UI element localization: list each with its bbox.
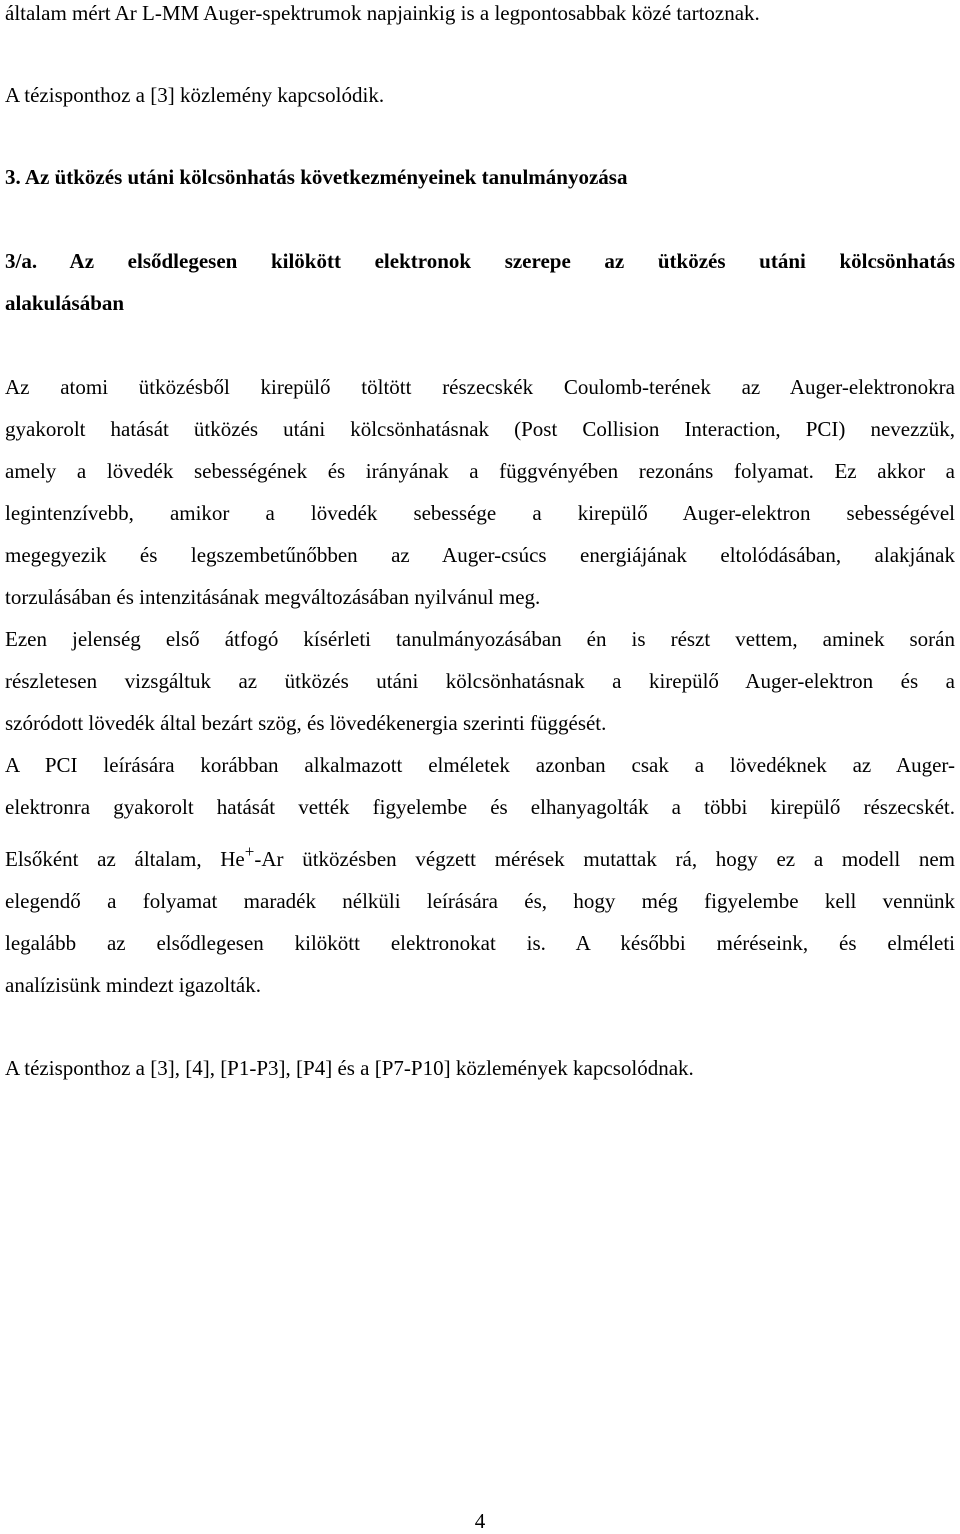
paragraph-line-with-superscript [5, 842, 956, 872]
paragraph-line: Ezen jelenség első átfogó kísérleti tanulmányozásában én is részt vettem, aminek során [5, 627, 955, 651]
paragraph-line: amely a lövedék sebességének és irányának a függvényében rezonáns folyamat. Ez akkor a [5, 459, 955, 483]
subsection-heading-line: 3/a. Az elsődlegesen kilökött elektronok szerepe az ütközés utáni kölcsönhatás [5, 249, 955, 273]
subsection-heading-line: alakulásában [5, 291, 125, 315]
paragraph-line: Az atomi ütközésből kirepülő töltött részecskék Coulomb-terének az Auger-elektronokra [5, 375, 955, 399]
closing-reference-line: A tézisponthoz a [3], [4], [P1-P3], [P4] és a [P7-P10] közlemények kapcsolódnak. [5, 1056, 694, 1080]
text-segment: Elsőként az általam, He [5, 847, 245, 871]
paragraph-line: szóródott lövedék által bezárt szög, és lövedékenergia szerinti függését. [5, 711, 607, 735]
paragraph-line: legintenzívebb, amikor a lövedék sebessége a kirepülő Auger-elektron sebességével [5, 501, 955, 525]
paragraph-line: torzulásában és intenzitásának megváltozásában nyilvánul meg. [5, 585, 541, 609]
paragraph-line: legalább az elsődlegesen kilökött elektronokat is. A későbbi méréseink, és elméleti [5, 931, 955, 955]
paragraph-line: analízisünk mindezt igazolták. [5, 973, 261, 997]
paragraph-line: A PCI leírására korábban alkalmazott elméletek azonban csak a lövedéknek az Auger- [5, 753, 955, 777]
paragraph-line: elegendő a folyamat maradék nélküli leírására és, hogy még figyelembe kell vennünk [5, 889, 955, 913]
text-segment: -Ar ütközésben végzett mérések mutattak rá, hogy ez a modell nem [254, 847, 956, 871]
page-number: 4 [474, 1509, 486, 1533]
paragraph-line: gyakorolt hatását ütközés utáni kölcsönhatásnak (Post Collision Interaction, PCI) nevezzük, [5, 417, 955, 441]
paragraph-line: részletesen vizsgáltuk az ütközés utáni kölcsönhatásnak a kirepülő Auger-elektron és a [5, 669, 955, 693]
paragraph-line: megegyezik és legszembetűnőbben az Auger-csúcs energiájának eltolódásában, alakjának [5, 543, 955, 567]
paragraph-line: elektronra gyakorolt hatását vették figyelembe és elhanyagolták a többi kirepülő részecskét. [5, 795, 955, 819]
superscript-charge: + [244, 842, 255, 861]
intro-reference-line: A tézisponthoz a [3] közlemény kapcsolódik. [5, 83, 385, 107]
section-heading: 3. Az ütközés utáni kölcsönhatás következményeinek tanulmányozása [5, 165, 628, 189]
intro-line: általam mért Ar L-MM Auger-spektrumok napjainkig is a legpontosabbak közé tartoznak. [5, 1, 760, 25]
